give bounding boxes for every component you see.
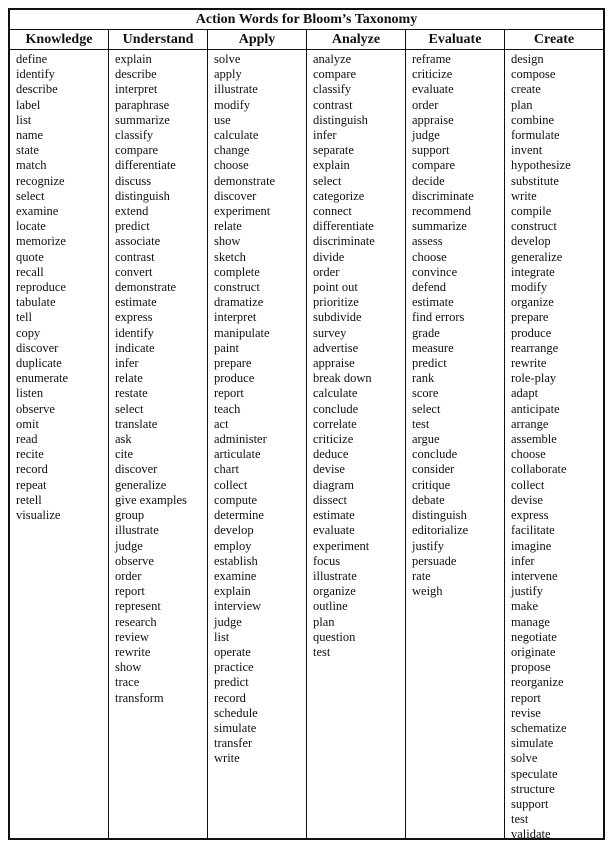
word-item: collect bbox=[214, 477, 248, 492]
word-item: imagine bbox=[511, 538, 552, 553]
word-item: justify bbox=[511, 584, 543, 599]
word-item: collaborate bbox=[511, 462, 567, 477]
word-item: break down bbox=[313, 371, 372, 386]
word-item: transfer bbox=[214, 736, 253, 751]
word-item: predict bbox=[412, 356, 447, 371]
column-apply bbox=[207, 50, 306, 838]
word-item: write bbox=[511, 188, 537, 203]
word-item: substitute bbox=[511, 173, 559, 188]
word-item: appraise bbox=[313, 356, 355, 371]
word-item: contrast bbox=[313, 97, 353, 112]
word-item: explain bbox=[115, 52, 152, 66]
word-item: show bbox=[115, 660, 142, 675]
word-item: sketch bbox=[214, 249, 246, 264]
word-item: demonstrate bbox=[214, 173, 276, 188]
word-item: justify bbox=[412, 538, 444, 553]
word-item: predict bbox=[214, 675, 249, 690]
word-item: show bbox=[214, 234, 241, 249]
word-item: tell bbox=[16, 310, 32, 325]
word-item: relate bbox=[115, 371, 143, 386]
word-item: distinguish bbox=[412, 508, 467, 523]
word-item: discuss bbox=[115, 173, 152, 188]
word-columns bbox=[10, 50, 603, 842]
word-item: revise bbox=[511, 705, 541, 720]
word-item: point out bbox=[313, 280, 358, 295]
word-item: validate bbox=[511, 827, 551, 842]
word-item: discriminate bbox=[313, 234, 375, 249]
column-evaluate bbox=[405, 50, 504, 838]
word-item: recall bbox=[16, 264, 44, 279]
word-item: rate bbox=[412, 568, 431, 583]
word-item: distinguish bbox=[115, 188, 170, 203]
word-item: reframe bbox=[412, 52, 451, 66]
word-item: read bbox=[16, 432, 38, 447]
word-item: contrast bbox=[115, 249, 155, 264]
word-item: appraise bbox=[412, 112, 454, 127]
word-item: rank bbox=[412, 371, 435, 386]
word-item: label bbox=[16, 97, 41, 112]
word-item: rearrange bbox=[511, 340, 559, 355]
word-item: estimate bbox=[412, 295, 454, 310]
word-item: focus bbox=[313, 553, 341, 568]
word-item: classify bbox=[313, 82, 352, 97]
word-item: design bbox=[511, 52, 544, 66]
word-item: simulate bbox=[511, 736, 554, 751]
word-item: state bbox=[16, 143, 39, 158]
word-item: decide bbox=[412, 173, 445, 188]
word-item: distinguish bbox=[313, 112, 368, 127]
word-item: identify bbox=[115, 325, 154, 340]
word-item: advertise bbox=[313, 340, 359, 355]
word-item: structure bbox=[511, 781, 555, 796]
word-item: convert bbox=[115, 264, 153, 279]
word-item: support bbox=[511, 796, 549, 811]
word-item: define bbox=[16, 52, 48, 66]
word-item: debate bbox=[412, 492, 445, 507]
word-item: generalize bbox=[511, 249, 563, 264]
word-item: connect bbox=[313, 204, 352, 219]
word-item: propose bbox=[511, 660, 551, 675]
word-item: recite bbox=[16, 447, 44, 462]
word-item: convince bbox=[412, 264, 458, 279]
word-item: list bbox=[16, 112, 32, 127]
word-item: originate bbox=[511, 644, 556, 659]
word-item: compose bbox=[511, 67, 556, 82]
word-item: describe bbox=[115, 67, 157, 82]
word-item: predict bbox=[115, 219, 150, 234]
word-item: apply bbox=[214, 67, 242, 82]
word-item: report bbox=[214, 386, 244, 401]
word-item: experiment bbox=[313, 538, 370, 553]
word-item: support bbox=[412, 143, 450, 158]
word-item: generalize bbox=[115, 477, 167, 492]
word-item: critique bbox=[412, 477, 451, 492]
word-item: prepare bbox=[214, 356, 252, 371]
column-knowledge bbox=[10, 50, 108, 838]
word-item: report bbox=[115, 584, 145, 599]
word-item: organize bbox=[313, 584, 356, 599]
word-item: grade bbox=[412, 325, 440, 340]
word-item: observe bbox=[16, 401, 55, 416]
header-apply: Apply bbox=[207, 30, 306, 49]
word-item: formulate bbox=[511, 128, 560, 143]
word-item: assess bbox=[412, 234, 443, 249]
header-analyze: Analyze bbox=[306, 30, 405, 49]
word-item: identify bbox=[16, 67, 55, 82]
word-item: order bbox=[412, 97, 439, 112]
word-item: retell bbox=[16, 492, 42, 507]
word-item: relate bbox=[214, 219, 242, 234]
word-item: adapt bbox=[511, 386, 539, 401]
word-item: extend bbox=[115, 204, 149, 219]
word-item: divide bbox=[313, 249, 345, 264]
word-item: interview bbox=[214, 599, 262, 614]
word-item: act bbox=[214, 416, 229, 431]
word-item: order bbox=[115, 568, 142, 583]
word-item: research bbox=[115, 614, 157, 629]
word-item: conclude bbox=[412, 447, 458, 462]
word-item: report bbox=[511, 690, 541, 705]
word-item: list bbox=[214, 629, 230, 644]
word-item: infer bbox=[115, 356, 139, 371]
word-item: rewrite bbox=[511, 356, 547, 371]
word-item: make bbox=[511, 599, 539, 614]
word-item: select bbox=[412, 401, 441, 416]
word-item: weigh bbox=[412, 584, 443, 599]
word-item: subdivide bbox=[313, 310, 362, 325]
word-item: trace bbox=[115, 675, 140, 690]
word-item: discover bbox=[115, 462, 158, 477]
word-item: examine bbox=[214, 568, 257, 583]
word-item: record bbox=[214, 690, 246, 705]
word-item: invent bbox=[511, 143, 543, 158]
word-item: score bbox=[412, 386, 439, 401]
word-item: choose bbox=[412, 249, 447, 264]
word-item: determine bbox=[214, 508, 264, 523]
word-item: manage bbox=[511, 614, 550, 629]
word-item: modify bbox=[511, 280, 548, 295]
word-item: test bbox=[511, 812, 529, 827]
word-item: question bbox=[313, 629, 356, 644]
header-evaluate: Evaluate bbox=[405, 30, 504, 49]
word-item: locate bbox=[16, 219, 46, 234]
word-item: correlate bbox=[313, 416, 357, 431]
word-item: demonstrate bbox=[115, 280, 177, 295]
word-item: judge bbox=[115, 538, 143, 553]
word-item: articulate bbox=[214, 447, 261, 462]
header-knowledge: Knowledge bbox=[25, 32, 93, 47]
word-item: choose bbox=[214, 158, 249, 173]
word-item: select bbox=[313, 173, 342, 188]
word-item: consider bbox=[412, 462, 455, 477]
word-item: illustrate bbox=[313, 568, 357, 583]
word-item: produce bbox=[214, 371, 255, 386]
header-understand: Understand bbox=[108, 30, 207, 49]
word-item: associate bbox=[115, 234, 161, 249]
word-item: integrate bbox=[511, 264, 555, 279]
word-item: criticize bbox=[412, 67, 453, 82]
word-item: recognize bbox=[16, 173, 65, 188]
word-item: diagram bbox=[313, 477, 354, 492]
word-item: complete bbox=[214, 264, 260, 279]
word-item: listen bbox=[16, 386, 44, 401]
word-item: employ bbox=[214, 538, 252, 553]
column-analyze bbox=[306, 50, 405, 838]
word-item: prioritize bbox=[313, 295, 359, 310]
word-item: develop bbox=[511, 234, 551, 249]
word-item: dissect bbox=[313, 492, 348, 507]
word-item: collect bbox=[511, 477, 545, 492]
word-item: measure bbox=[412, 340, 454, 355]
word-item: test bbox=[313, 644, 331, 659]
word-item: create bbox=[511, 82, 541, 97]
word-item: tabulate bbox=[16, 295, 56, 310]
word-item: recommend bbox=[412, 204, 472, 219]
word-item: infer bbox=[313, 128, 337, 143]
word-item: compare bbox=[115, 143, 159, 158]
word-item: devise bbox=[313, 462, 345, 477]
word-item: conclude bbox=[313, 401, 359, 416]
column-understand bbox=[108, 50, 207, 838]
word-item: discover bbox=[16, 340, 59, 355]
word-item: find errors bbox=[412, 310, 465, 325]
word-item: organize bbox=[511, 295, 554, 310]
word-item: dramatize bbox=[214, 295, 264, 310]
word-item: plan bbox=[511, 97, 533, 112]
word-item: compute bbox=[214, 492, 258, 507]
word-item: defend bbox=[412, 280, 447, 295]
word-item: quote bbox=[16, 249, 44, 264]
word-item: use bbox=[214, 112, 231, 127]
word-item: express bbox=[511, 508, 549, 523]
word-item: outline bbox=[313, 599, 348, 614]
word-item: assemble bbox=[511, 432, 557, 447]
word-item: categorize bbox=[313, 188, 365, 203]
word-item: experiment bbox=[214, 204, 271, 219]
word-item: arrange bbox=[511, 416, 549, 431]
word-item: speculate bbox=[511, 766, 558, 781]
word-item: editorialize bbox=[412, 523, 469, 538]
word-item: develop bbox=[214, 523, 254, 538]
word-item: explain bbox=[214, 584, 251, 599]
word-item: manipulate bbox=[214, 325, 270, 340]
word-item: role-play bbox=[511, 371, 557, 386]
word-item: compare bbox=[412, 158, 456, 173]
word-item: evaluate bbox=[412, 82, 454, 97]
word-item: transform bbox=[115, 690, 164, 705]
word-item: produce bbox=[511, 325, 552, 340]
word-item: omit bbox=[16, 416, 39, 431]
word-item: schedule bbox=[214, 705, 258, 720]
word-item: argue bbox=[412, 432, 440, 447]
word-item: observe bbox=[115, 553, 154, 568]
word-item: calculate bbox=[313, 386, 358, 401]
word-item: operate bbox=[214, 644, 251, 659]
table-title: Action Words for Bloom’s Taxonomy bbox=[10, 10, 603, 30]
word-item: estimate bbox=[313, 508, 355, 523]
word-item: summarize bbox=[412, 219, 467, 234]
word-item: copy bbox=[16, 325, 41, 340]
word-item: memorize bbox=[16, 234, 66, 249]
word-item: evaluate bbox=[313, 523, 355, 538]
word-item: separate bbox=[313, 143, 354, 158]
word-item: duplicate bbox=[16, 356, 62, 371]
word-item: discriminate bbox=[412, 188, 474, 203]
word-item: name bbox=[16, 128, 44, 143]
word-item: devise bbox=[511, 492, 543, 507]
word-item: administer bbox=[214, 432, 267, 447]
taxonomy-table bbox=[8, 8, 605, 840]
word-item: compile bbox=[511, 204, 552, 219]
word-item: repeat bbox=[16, 477, 47, 492]
header-create: Create bbox=[504, 30, 603, 49]
word-item: record bbox=[16, 462, 48, 477]
word-item: paraphrase bbox=[115, 97, 170, 112]
word-item: practice bbox=[214, 660, 254, 675]
word-item: write bbox=[214, 751, 240, 766]
word-item: facilitate bbox=[511, 523, 555, 538]
word-item: prepare bbox=[511, 310, 549, 325]
word-item: judge bbox=[412, 128, 440, 143]
word-item: group bbox=[115, 508, 145, 523]
word-item: solve bbox=[511, 751, 538, 766]
word-item: summarize bbox=[115, 112, 170, 127]
word-item: differentiate bbox=[115, 158, 176, 173]
word-item: criticize bbox=[313, 432, 354, 447]
word-item: give examples bbox=[115, 492, 187, 507]
word-item: deduce bbox=[313, 447, 349, 462]
word-item: combine bbox=[511, 112, 555, 127]
word-item: solve bbox=[214, 52, 241, 66]
word-item: paint bbox=[214, 340, 239, 355]
word-item: classify bbox=[115, 128, 154, 143]
word-item: survey bbox=[313, 325, 347, 340]
word-item: select bbox=[16, 188, 45, 203]
word-item: review bbox=[115, 629, 150, 644]
word-item: order bbox=[313, 264, 340, 279]
word-item: teach bbox=[214, 401, 241, 416]
word-item: chart bbox=[214, 462, 239, 477]
word-item: negotiate bbox=[511, 629, 557, 644]
word-item: reproduce bbox=[16, 280, 66, 295]
word-item: hypothesize bbox=[511, 158, 571, 173]
word-item: schematize bbox=[511, 720, 567, 735]
word-item: differentiate bbox=[313, 219, 374, 234]
word-item: illustrate bbox=[115, 523, 159, 538]
word-item: discover bbox=[214, 188, 257, 203]
word-item: ask bbox=[115, 432, 132, 447]
word-item: calculate bbox=[214, 128, 259, 143]
word-item: construct bbox=[511, 219, 557, 234]
word-item: rewrite bbox=[115, 644, 151, 659]
word-item: establish bbox=[214, 553, 258, 568]
word-item: analyze bbox=[313, 52, 352, 66]
word-item: estimate bbox=[115, 295, 157, 310]
word-item: test bbox=[412, 416, 430, 431]
word-item: restate bbox=[115, 386, 148, 401]
word-item: explain bbox=[313, 158, 350, 173]
word-item: visualize bbox=[16, 508, 61, 523]
word-item: interpret bbox=[115, 82, 158, 97]
column-create bbox=[504, 50, 603, 842]
word-item: illustrate bbox=[214, 82, 258, 97]
word-item: infer bbox=[511, 553, 535, 568]
word-item: construct bbox=[214, 280, 260, 295]
word-item: translate bbox=[115, 416, 158, 431]
word-item: simulate bbox=[214, 720, 257, 735]
word-item: compare bbox=[313, 67, 357, 82]
word-item: persuade bbox=[412, 553, 457, 568]
word-item: indicate bbox=[115, 340, 155, 355]
word-item: anticipate bbox=[511, 401, 560, 416]
header-row bbox=[10, 30, 603, 50]
word-item: choose bbox=[511, 447, 546, 462]
word-item: express bbox=[115, 310, 153, 325]
word-item: intervene bbox=[511, 568, 558, 583]
word-item: change bbox=[214, 143, 250, 158]
word-item: reorganize bbox=[511, 675, 564, 690]
word-item: represent bbox=[115, 599, 161, 614]
word-item: interpret bbox=[214, 310, 257, 325]
word-item: match bbox=[16, 158, 47, 173]
word-item: enumerate bbox=[16, 371, 69, 386]
word-item: modify bbox=[214, 97, 251, 112]
word-item: select bbox=[115, 401, 144, 416]
word-item: examine bbox=[16, 204, 59, 219]
word-item: describe bbox=[16, 82, 58, 97]
word-item: plan bbox=[313, 614, 335, 629]
word-item: cite bbox=[115, 447, 134, 462]
word-item: judge bbox=[214, 614, 242, 629]
